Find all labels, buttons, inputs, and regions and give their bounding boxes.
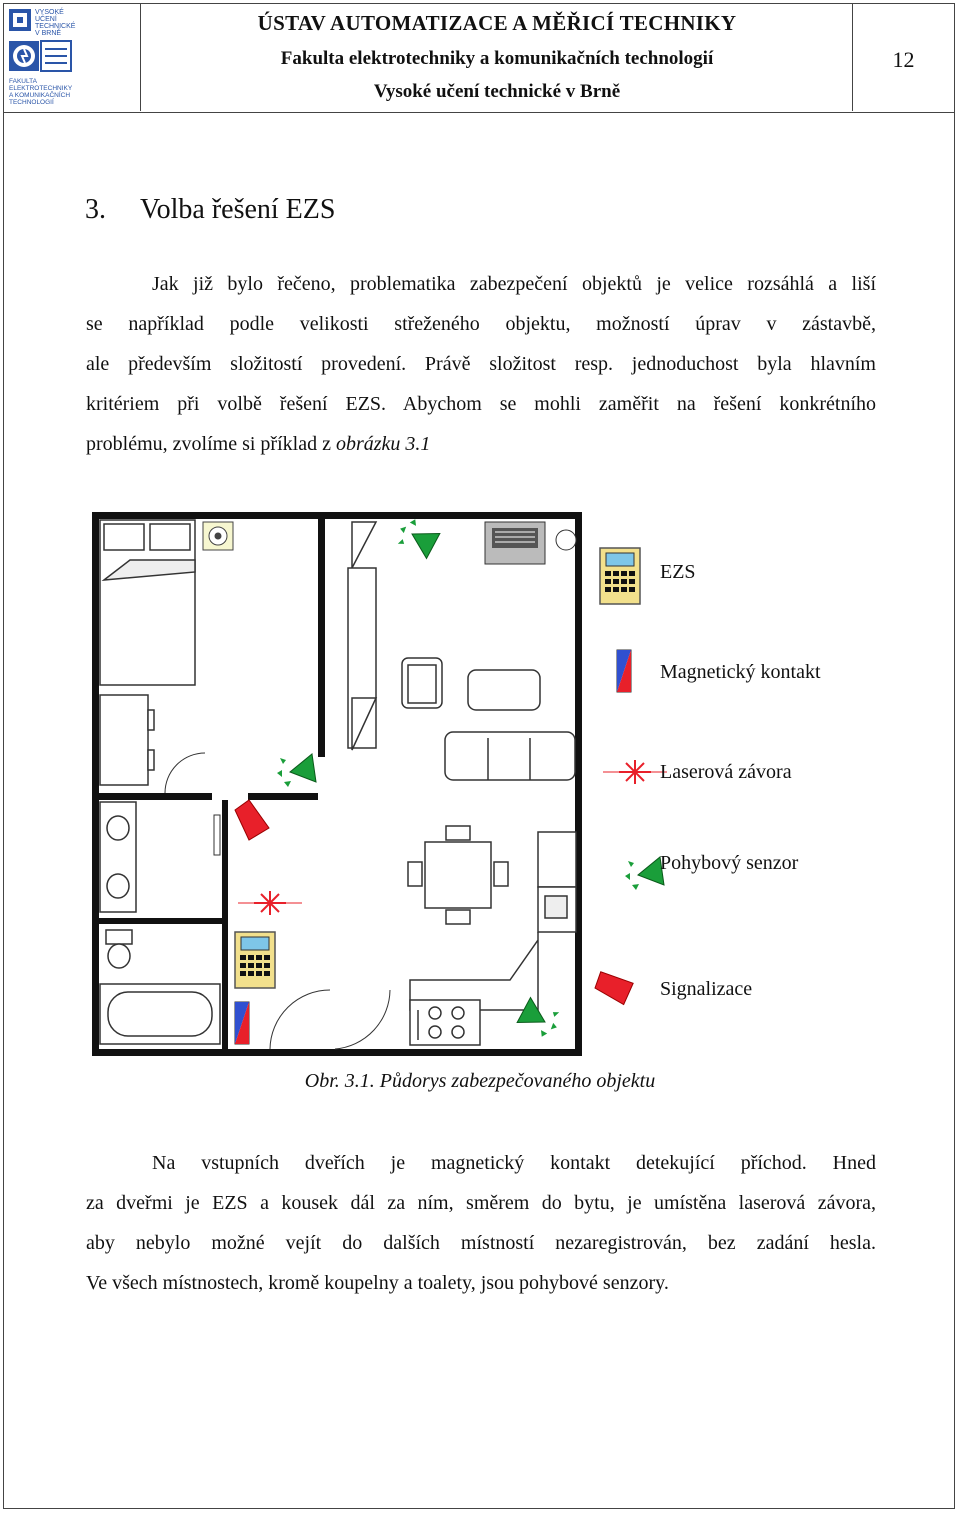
siren-hall [235, 800, 269, 840]
section-number: 3. [85, 194, 106, 225]
page-number: 12 [892, 47, 915, 72]
header-titles [142, 3, 852, 111]
ottoman [468, 670, 540, 710]
paragraph-2-line-1: Na vstupních dveřích je magnetický kontakt detekující příchod. Hned [152, 1152, 876, 1174]
legend-label-siren: Signalizace [660, 978, 753, 1000]
faculty-name: Fakulta elektrotechniky a komunikačních technologií [280, 48, 714, 69]
floor-plan [90, 510, 860, 1058]
siren-icon [589, 960, 640, 1012]
motion-sensor-living [394, 515, 442, 559]
university-name: Vysoké učení technické v Brně [373, 81, 621, 102]
control-panel-icon [600, 548, 640, 604]
logo-top-line-3: TECHNICKÉ [35, 23, 76, 30]
magnetic-contact-entry [235, 1002, 249, 1044]
tv-icon [485, 522, 545, 564]
bathtub [100, 984, 220, 1044]
paragraph-2-line-4: Ve všech místnostech, kromě koupelny a toalety, jsou pohybové senzory. [86, 1272, 669, 1294]
bedroom-door-swing [165, 753, 205, 793]
legend-label-motion-sensor: Pohybový senzor [660, 852, 799, 874]
legend-label-ezs: EZS [660, 561, 696, 583]
armchair [402, 658, 442, 708]
page-number-cell [852, 3, 954, 111]
section-heading [85, 194, 335, 226]
institute-name: ÚSTAV AUTOMATIZACE A MĚŘICÍ TECHNIKY [257, 11, 737, 35]
floor-plan-figure [90, 510, 860, 1058]
laser-barrier-icon [603, 760, 667, 784]
paragraph-2-line-3: aby nebylo možné vejít do dalších místností nezaregistrován, bez zadání hesla. [86, 1232, 876, 1254]
faculty-emblem-icon [9, 41, 71, 71]
dresser [100, 695, 154, 785]
wardrobe [348, 522, 376, 750]
legend-label-laser-barrier: Laserová závora [660, 761, 792, 783]
legend-label-magnetic-contact: Magnetický kontakt [660, 661, 821, 683]
page-header [3, 3, 955, 113]
ceiling-fan-icon [203, 522, 233, 550]
laser-barrier-hall [238, 891, 302, 915]
university-logo [3, 3, 141, 111]
logo-bottom-line-3: A KOMUNIKAČNÍCH [9, 92, 71, 99]
logo-bottom-line-4: TECHNOLOGIÍ [9, 99, 54, 106]
bed [100, 520, 195, 685]
sofa [445, 732, 575, 780]
paragraph-1-line-2: se například podle velikosti střeženého objektu, možností úprav v zástavbě, [86, 313, 876, 335]
paragraph-1-line-4: kritériem při volbě řešení EZS. Abychom se mohli zaměřit na řešení konkrétního [86, 393, 876, 415]
logo-top-line-2: UČENÍ [35, 16, 57, 23]
control-panel-entry [235, 932, 275, 988]
dining-table [408, 826, 508, 924]
motion-sensor-hall [277, 754, 316, 787]
bathroom-door [214, 815, 220, 855]
figure-caption: Obr. 3.1. Půdorys zabezpečovaného objektu [304, 1070, 656, 1092]
entry-door-swing [270, 990, 330, 1049]
paragraph-2 [86, 1143, 876, 1303]
paragraph-1-line-5: problému, zvolíme si příklad z obrázku 3.1 [86, 433, 431, 455]
logo-bottom-line-2: ELEKTROTECHNIKY [9, 85, 73, 92]
toilet [106, 930, 132, 968]
paragraph-1-line-1: Jak již bylo řečeno, problematika zabezpečení objektů je velice rozsáhlá a liší [152, 273, 876, 295]
logo-top-line-1: VYSOKÉ [35, 9, 64, 16]
motion-sensor-icon [625, 857, 664, 890]
section-title: Volba řešení EZS [140, 194, 336, 225]
logo-top-line-4: V BRNĚ [35, 30, 62, 37]
plant-icon [556, 530, 576, 550]
magnetic-contact-icon [617, 650, 631, 692]
paragraph-1-line-3: ale především složitostí provedení. Právě složitost resp. jednoduchost byla hlavním [86, 353, 876, 375]
figure-reference: obrázku 3.1 [335, 433, 431, 455]
bathroom-sinks [100, 802, 136, 912]
paragraph-2-line-2: za dveřmi je EZS a kousek dál za ním, směrem do bytu, je umístěna laserová závora, [86, 1192, 876, 1214]
logo-bottom-line-1: FAKULTA [9, 78, 37, 85]
paragraph-1 [86, 264, 876, 464]
